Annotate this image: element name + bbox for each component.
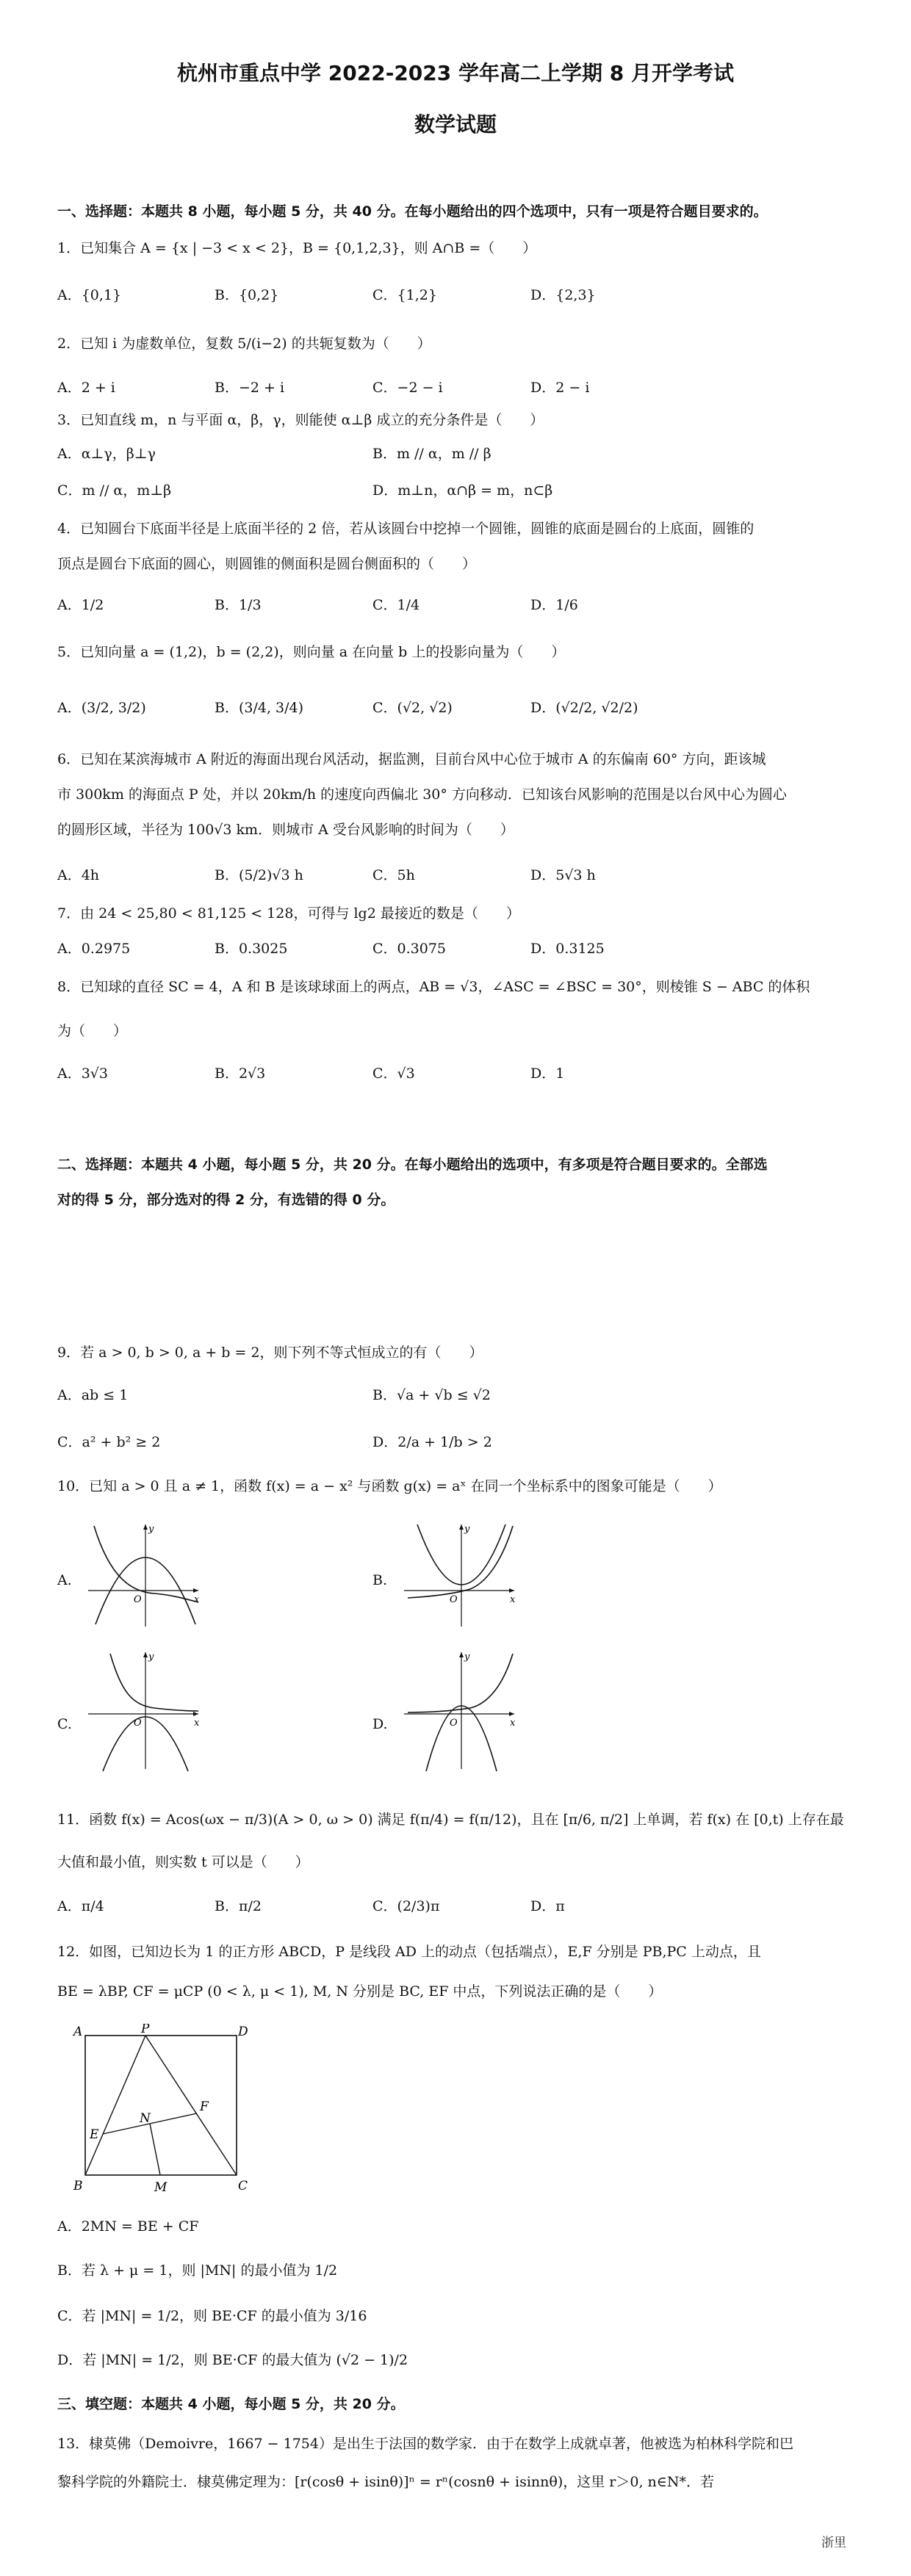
q1-option-b: B．{0,2} xyxy=(215,287,279,303)
fig-label-m: M xyxy=(154,2180,168,2195)
q12-option-c: C．若 |MN| = 1/2，则 BE·CF 的最小值为 3/16 xyxy=(57,2308,367,2324)
fig-label-a: A xyxy=(73,2025,83,2039)
q10-option-b-label: B. xyxy=(372,1572,388,1588)
q11-stem-line2: 大值和最小值，则实数 t 可以是（ ） xyxy=(57,1854,309,1870)
q3-option-a: A．α⊥γ，β⊥γ xyxy=(57,446,156,462)
fig-label-p: P xyxy=(141,2024,150,2036)
section1-heading: 一、选择题：本题共 8 小题，每小题 5 分，共 40 分。在每小题给出的四个选项中，只有一项是符合题目要求的。 xyxy=(57,203,768,220)
q4-option-a: A．1/2 xyxy=(57,597,104,613)
q2-option-d: D．2 − i xyxy=(530,380,590,396)
fig-label-e: E xyxy=(90,2127,99,2142)
q1-option-d: D．{2,3} xyxy=(530,287,596,303)
q6-option-c: C．5h xyxy=(372,867,415,883)
q8-stem-line2: 为（ ） xyxy=(57,1023,128,1039)
q9-stem: 9．若 a > 0, b > 0, a + b = 2，则下列不等式恒成立的有（ ） xyxy=(57,1345,483,1361)
graph-c-origin-label: O xyxy=(134,1718,142,1729)
q8-option-d: D．1 xyxy=(530,1066,565,1082)
q5-option-b: B．(3/4, 3/4) xyxy=(215,700,304,716)
graph-d-x-label: x xyxy=(510,1718,516,1729)
q10-graph-d xyxy=(397,1648,522,1778)
q9-option-b: B．√a + √b ≤ √2 xyxy=(372,1387,491,1403)
graph-a-y-label: y xyxy=(148,1524,154,1535)
q11-option-b: B．π/2 xyxy=(215,1898,262,1914)
q5-option-c: C．(√2, √2) xyxy=(372,700,453,716)
section3-heading: 三、填空题：本题共 4 小题，每小题 5 分，共 20 分。 xyxy=(57,2396,405,2412)
q10-option-a-label: A. xyxy=(57,1572,72,1588)
q7-option-a: A．0.2975 xyxy=(57,941,131,957)
q10-option-c-label: C. xyxy=(57,1716,72,1732)
q4-stem-line1: 4．已知圆台下底面半径是上底面半径的 2 倍，若从该圆台中挖掉一个圆锥，圆锥的底面是圆台的上底面，圆锥的 xyxy=(57,521,755,537)
q3-option-d: D．m⊥n，α∩β = m，n⊂β xyxy=(372,482,553,499)
fig-label-c: C xyxy=(238,2179,248,2193)
graph-b-y-label: y xyxy=(464,1524,470,1535)
graph-b-x-label: x xyxy=(510,1594,516,1605)
footer-mark: 浙里 xyxy=(821,2536,846,2550)
q6-option-a: A．4h xyxy=(57,867,100,883)
q2-option-c: C．−2 − i xyxy=(372,380,443,396)
graph-a-origin-label: O xyxy=(134,1594,142,1605)
q7-option-d: D．0.3125 xyxy=(530,941,605,957)
q11-option-d: D．π xyxy=(530,1898,565,1914)
q6-stem-line1: 6．已知在某滨海城市 A 附近的海面出现台风活动，据监测，目前台风中心位于城市 A 的东偏南 60° 方向，距该城 xyxy=(57,751,766,767)
q4-stem-line2: 顶点是圆台下底面的圆心，则圆锥的侧面积是圆台侧面积的（ ） xyxy=(57,556,477,572)
q11-stem-line1: 11．函数 f(x) = Acos(ωx − π/3)(A > 0, ω > 0) 满足 f(π/4) = f(π/12)，且在 [π/6, π/2] 上单调，若 f(x) 在 [0,t) 上存在最 xyxy=(57,1812,844,1828)
q11-option-c: C．(2/3)π xyxy=(372,1898,440,1914)
q4-option-c: C．1/4 xyxy=(372,597,420,613)
q13-stem-line1: 13．棣莫佛（Demoivre，1667 − 1754）是出生于法国的数学家．由于在数学上成就卓著，他被选为柏林科学院和巴 xyxy=(57,2436,793,2452)
q1-stem: 1．已知集合 A = {x | −3 < x < 2}，B = {0,1,2,3}，则 A∩B =（ ） xyxy=(57,240,537,256)
q8-option-c: C．√3 xyxy=(372,1066,415,1082)
q7-option-b: B．0.3025 xyxy=(215,941,288,957)
q7-stem: 7．由 24 < 25,80 < 81,125 < 128，可得与 lg2 最接近的数是（ ） xyxy=(57,905,520,922)
q1-option-c: C．{1,2} xyxy=(372,287,437,303)
q10-option-d-label: D. xyxy=(372,1716,388,1732)
graph-c-y-label: y xyxy=(148,1651,154,1663)
q9-option-c: C．a² + b² ≥ 2 xyxy=(57,1434,161,1450)
graph-c-x-label: x xyxy=(194,1718,200,1729)
q9-option-d: D．2/a + 1/b > 2 xyxy=(372,1434,492,1450)
section2-heading-line2: 对的得 5 分，部分选对的得 2 分，有选错的得 0 分。 xyxy=(57,1192,395,1208)
q3-option-c: C．m // α，m⊥β xyxy=(57,482,172,499)
q2-stem: 2．已知 i 为虚数单位，复数 5/(i−2) 的共轭复数为（ ） xyxy=(57,336,431,352)
q12-stem-line2: BE = λBP, CF = μCP (0 < λ, μ < 1), M, N 分别是 BC, EF 中点，下列说法正确的是（ ） xyxy=(57,1983,663,2000)
q12-figure xyxy=(65,2024,263,2205)
fig-label-b: B xyxy=(73,2179,83,2193)
graph-b-origin-label: O xyxy=(450,1594,458,1605)
q3-option-b: B．m // α，m // β xyxy=(372,446,491,462)
q3-stem: 3．已知直线 m，n 与平面 α，β，γ，则能使 α⊥β 成立的充分条件是（ ） xyxy=(57,412,544,428)
q1-option-a: A．{0,1} xyxy=(57,287,122,303)
q8-option-b: B．2√3 xyxy=(215,1066,266,1082)
q6-stem-line3: 的圆形区域，半径为 100√3 km．则城市 A 受台风影响的时间为（ ） xyxy=(57,822,514,838)
graph-a-x-label: x xyxy=(194,1594,200,1605)
q12-stem-line1: 12．如图，已知边长为 1 的正方形 ABCD，P 是线段 AD 上的动点（包括端点），E,F 分别是 PB,PC 上动点，且 xyxy=(57,1944,761,1960)
q12-option-a: A．2MN = BE + CF xyxy=(57,2218,199,2235)
q7-option-c: C．0.3075 xyxy=(372,941,447,957)
graph-d-origin-label: O xyxy=(450,1718,458,1729)
exam-subtitle: 数学试题 xyxy=(414,112,497,137)
q4-option-b: B．1/3 xyxy=(215,597,262,613)
fig-label-d: D xyxy=(238,2025,248,2039)
q10-graph-a xyxy=(81,1520,206,1635)
q10-graph-c xyxy=(81,1648,206,1778)
fig-label-n: N xyxy=(140,2111,151,2126)
q2-option-a: A．2 + i xyxy=(57,380,115,396)
q5-option-a: A．(3/2, 3/2) xyxy=(57,700,146,716)
q12-option-d: D．若 |MN| = 1/2，则 BE·CF 的最大值为 (√2 − 1)/2 xyxy=(57,2352,408,2368)
q2-option-b: B．−2 + i xyxy=(215,380,285,396)
q11-option-a: A．π/4 xyxy=(57,1898,104,1914)
q8-stem-line1: 8．已知球的直径 SC = 4，A 和 B 是该球球面上的两点，AB = √3，∠ASC = ∠BSC = 30°，则棱锥 S − ABC 的体积 xyxy=(57,979,810,995)
q9-option-a: A．ab ≤ 1 xyxy=(57,1387,129,1403)
q12-option-b: B．若 λ + μ = 1，则 |MN| 的最小值为 1/2 xyxy=(57,2262,338,2279)
graph-d-y-label: y xyxy=(464,1651,470,1663)
q4-option-d: D．1/6 xyxy=(530,597,578,613)
fig-label-f: F xyxy=(200,2099,209,2114)
q5-stem: 5．已知向量 a = (1,2)，b = (2,2)，则向量 a 在向量 b 上的投影向量为（ ） xyxy=(57,644,566,660)
section2-heading-line1: 二、选择题：本题共 4 小题，每小题 5 分，共 20 分。在每小题给出的选项中，有多项是符合题目要求的。全部选 xyxy=(57,1157,768,1173)
exam-title: 杭州市重点中学 2022-2023 学年高二上学期 8 月开学考试 xyxy=(177,61,734,85)
q6-option-b: B．(5/2)√3 h xyxy=(215,867,303,883)
q6-option-d: D．5√3 h xyxy=(530,867,596,883)
q10-graph-b xyxy=(397,1520,522,1635)
q5-option-d: D．(√2/2, √2/2) xyxy=(530,700,638,716)
q6-stem-line2: 市 300km 的海面点 P 处，并以 20km/h 的速度向西偏北 30° 方向移动．已知该台风影响的范围是以台风中心为圆心 xyxy=(57,786,787,803)
q13-stem-line2: 黎科学院的外籍院士．棣莫佛定理为：[r(cosθ + isinθ)]ⁿ = rⁿ(cosnθ + isinnθ)，这里 r＞0, n∈N*．若 xyxy=(57,2474,714,2490)
q8-option-a: A．3√3 xyxy=(57,1066,109,1082)
q10-stem: 10．已知 a > 0 且 a ≠ 1，函数 f(x) = a − x² 与函数 g(x) = aˣ 在同一个坐标系中的图象可能是（ ） xyxy=(57,1478,722,1494)
